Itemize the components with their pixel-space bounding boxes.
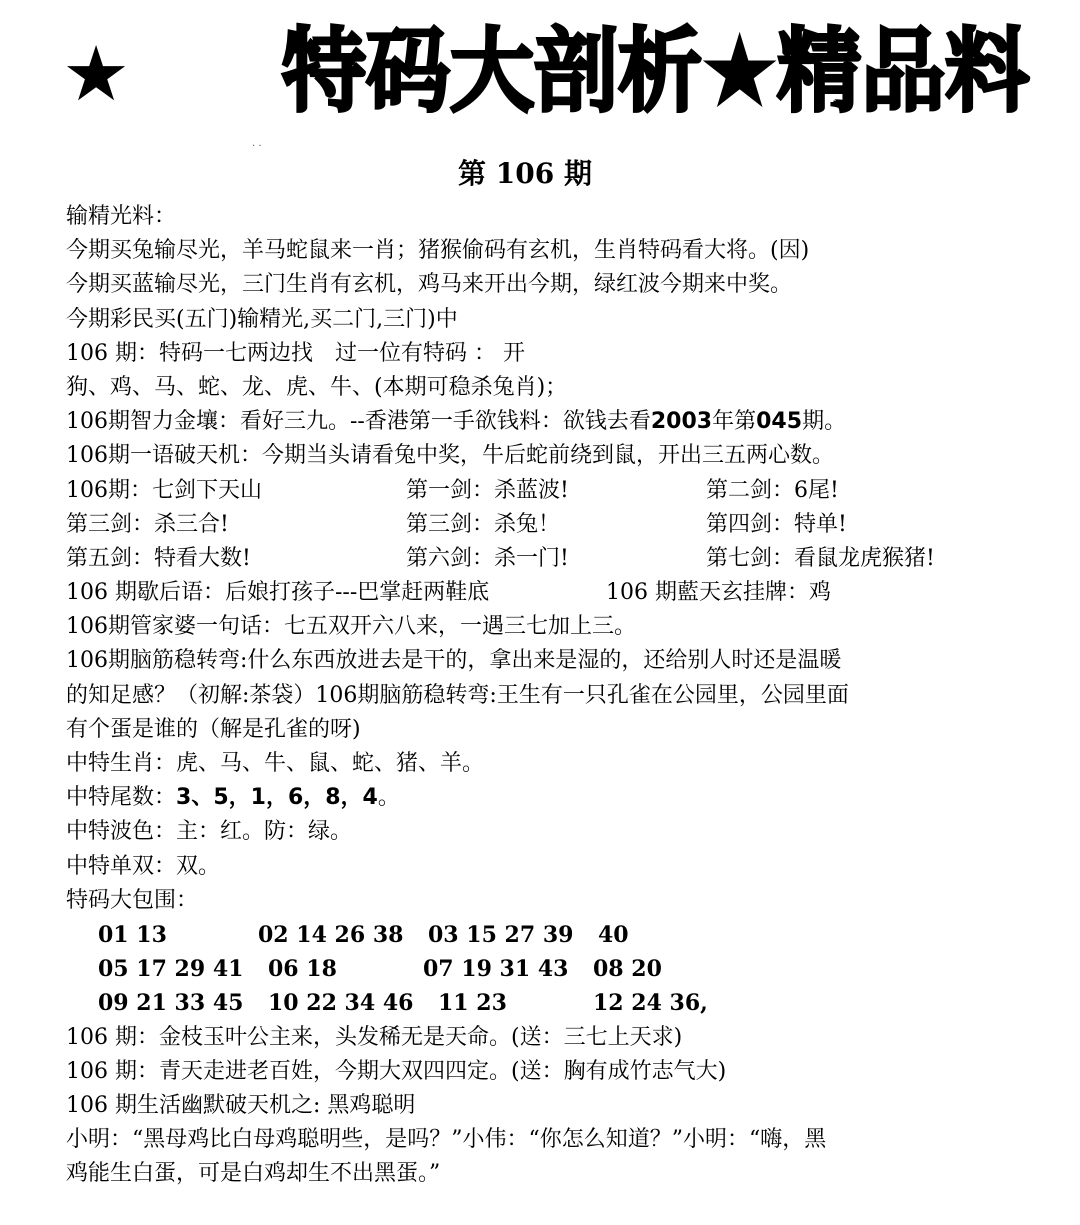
text-segment: 中特尾数： [66, 785, 177, 811]
text-line: 特码大包围： [66, 887, 199, 913]
text-line: 106 期：特码一七两边找 过一位有特码 ： 开 [66, 340, 525, 366]
banner-title: 特码大剖析★精品料 [282, 18, 1030, 125]
text-line [66, 405, 1056, 439]
sword-cell: 第三剑：杀三合! [66, 511, 229, 537]
sign-text: 106 期藍天玄挂牌：鸡 [606, 580, 831, 606]
text-line: 鸡能生白蛋，可是白鸡却生不出黑蛋。” [66, 1161, 441, 1187]
document-body [66, 200, 1056, 1191]
number-group: 11 23 [438, 990, 507, 1017]
text-line: 106 期生活幽默破天机之: 黑鸡聪明 [66, 1092, 416, 1118]
sword-cell: 106期：七剑下天山 [66, 477, 262, 503]
text-line: 有个蛋是谁的（解是孔雀的呀) [66, 716, 361, 742]
number-row [66, 918, 1056, 952]
period-number: 045 [756, 409, 803, 435]
text-line [66, 781, 1056, 815]
text-line: 106 期：青天走进老百姓，今期大双四四定。(送：胸有成竹志气大) [66, 1058, 727, 1084]
text-line: 106期管家婆一句话：七五双开六八来，一遇三七加上三。 [66, 614, 636, 640]
text-segment: 期。 [802, 409, 847, 435]
number-group: 06 18 [268, 956, 337, 983]
sword-row [66, 474, 1056, 508]
number-group: 01 13 [98, 921, 167, 948]
riddle-text: 106 期歇后语：后娘打孩子---巴掌赶两鞋底 [66, 580, 490, 606]
text-line: 今期彩民买(五门)输精光,买二门,三门)中 [66, 306, 458, 332]
sword-cell: 第二剑：6尾! [706, 477, 839, 503]
text-segment: 。 [377, 785, 400, 811]
text-line: 的知足感？（初解:茶袋）106期脑筋稳转弯:王生有一只孔雀在公园里，公园里面 [66, 682, 849, 708]
sword-cell: 第一剑：杀蓝波! [406, 477, 569, 503]
star-icon: ★ [62, 29, 131, 118]
number-group: 03 15 27 39 [428, 921, 574, 948]
section-heading: 输精光料： [66, 204, 177, 229]
number-group: 40 [598, 921, 629, 948]
sword-cell: 第七剑：看鼠龙虎猴猪! [706, 545, 935, 571]
sword-cell: 第三剑：杀兔！ [406, 511, 561, 537]
number-group: 09 21 33 45 [98, 990, 244, 1017]
number-group: 12 24 36, [593, 990, 708, 1017]
sword-cell: 第六剑：杀一门! [406, 545, 569, 571]
text-segment: 106期智力金壤：看好三九。--香港第一手欲钱料：欲钱去看 [66, 409, 651, 435]
number-group: 10 22 34 46 [268, 990, 414, 1017]
text-line: 狗、鸡、马、蛇、龙、虎、牛、(本期可稳杀兔肖)； [66, 374, 568, 400]
issue-number: 第 106 期 [458, 157, 592, 190]
text-line: 中特单双：双。 [66, 853, 221, 879]
text-line: 中特生肖：虎、马、牛、鼠、蛇、猪、羊。 [66, 751, 485, 776]
number-row [66, 986, 1056, 1020]
number-group: 08 20 [593, 956, 662, 983]
text-line: 今期买兔输尽光，羊马蛇鼠来一肖；猪猴偷码有玄机，生肖特码看大将。(因) [66, 238, 810, 264]
number-group: 02 14 26 38 [258, 921, 404, 948]
number-group: 07 19 31 43 [423, 956, 569, 983]
text-line: 中特波色：主：红。防：绿。 [66, 819, 353, 845]
sword-row [66, 542, 1056, 576]
number-group: 05 17 29 41 [98, 956, 244, 983]
sword-cell: 第四剑：特单! [706, 511, 847, 537]
text-line [66, 576, 1056, 610]
number-row [66, 952, 1056, 986]
text-line: 今期买蓝输尽光，三门生肖有玄机，鸡马来开出今期，绿红波今期来中奖。 [66, 272, 793, 298]
year-number: 2003 [650, 409, 713, 435]
speck-marks: . . [252, 138, 262, 149]
text-line: 小明：“黑母鸡比白母鸡聪明些，是吗？”小伟：“你怎么知道？”小明：“嗨，黑 [66, 1127, 827, 1153]
text-segment: 年第 [712, 409, 757, 435]
text-line: 106期一语破天机：今期当头请看兔中奖，牛后蛇前绕到鼠，开出三五两心数。 [66, 443, 834, 469]
tail-digits: 3、5，1，6，8，4 [176, 785, 378, 811]
sword-row [66, 508, 1056, 542]
text-line: 106期脑筋稳转弯:什么东西放进去是干的，拿出来是湿的，还给别人时还是温暖 [66, 648, 842, 674]
sword-cell: 第五剑：特看大数! [66, 545, 251, 571]
text-line: 106 期：金枝玉叶公主来，头发稀无是天命。(送：三七上天求) [66, 1024, 683, 1050]
